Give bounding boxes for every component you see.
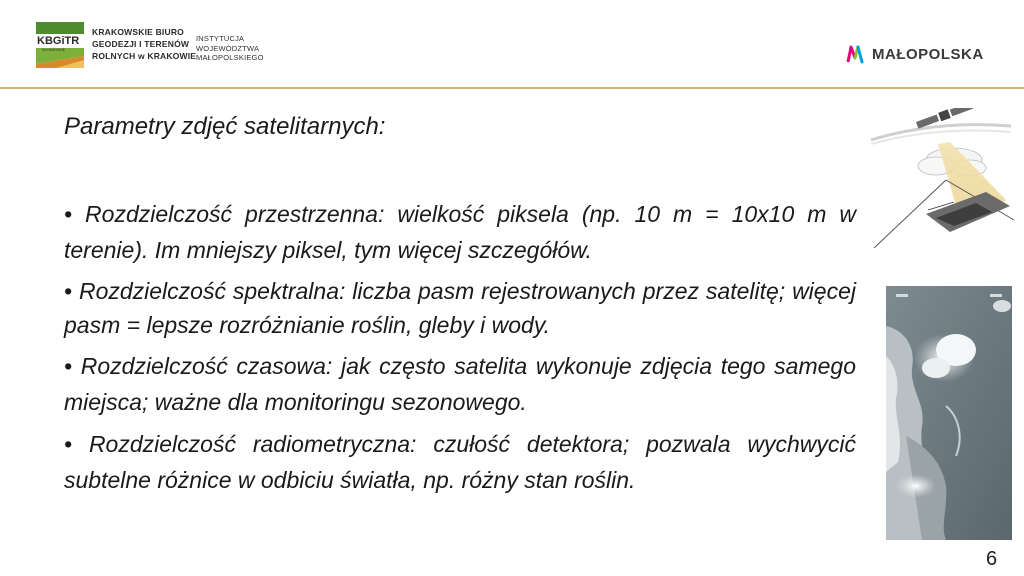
slide-title: Parametry zdjęć satelitarnych: — [64, 113, 386, 140]
malopolska-logo — [846, 44, 984, 64]
kbgitr-name — [92, 26, 196, 62]
kbgitr-name-line: GEODEZJI I TERENÓW — [92, 39, 190, 49]
slide-header — [0, 0, 1024, 92]
satellite-image-photo — [886, 286, 1012, 540]
bullet-spatial-resolution: • Rozdzielczość przestrzenna: wielkość piksela (np. 10 m = 10x10 m w terenie). Im mniejszy piksel, tym więcej szczegółów. — [64, 201, 856, 263]
institution-label — [196, 34, 264, 63]
satellite-scan-illustration — [866, 108, 1016, 258]
bullet-spectral-resolution: • Rozdzielczość spektralna: liczba pasm rejestrowanych przez satelitę; więcej pasm = lepsze rozróżnianie roślin, gleby i wody. — [64, 278, 856, 338]
malopolska-mark-icon — [846, 44, 866, 64]
page-number: 6 — [986, 548, 998, 570]
header-divider — [0, 87, 1024, 89]
malopolska-label: MAŁOPOLSKA — [872, 45, 984, 63]
svg-text:W KRAKOWIE: W KRAKOWIE — [42, 48, 66, 52]
svg-text:KBGiTR: KBGiTR — [37, 35, 80, 47]
bullet-temporal-resolution: • Rozdzielczość czasowa: jak często satelita wykonuje zdjęcia tego samego miejsca; ważne dla monitoringu sezonowego. — [64, 353, 856, 415]
kbgitr-logo — [36, 22, 84, 68]
institution-line: MAŁOPOLSKIEGO — [196, 53, 264, 62]
kbgitr-name-line: ROLNYCH w KRAKOWIE — [92, 51, 197, 61]
bullet-list — [64, 196, 856, 504]
institution-line: INSTYTUCJA — [196, 34, 245, 43]
institution-line: WOJEWÓDZTWA — [196, 43, 260, 53]
bullet-radiometric-resolution: • Rozdzielczość radiometryczna: czułość detektora; pozwala wychwycić subtelne różnice w odbiciu światła, np. różny stan roślin. — [64, 431, 856, 493]
kbgitr-name-line: KRAKOWSKIE BIURO — [92, 27, 184, 37]
